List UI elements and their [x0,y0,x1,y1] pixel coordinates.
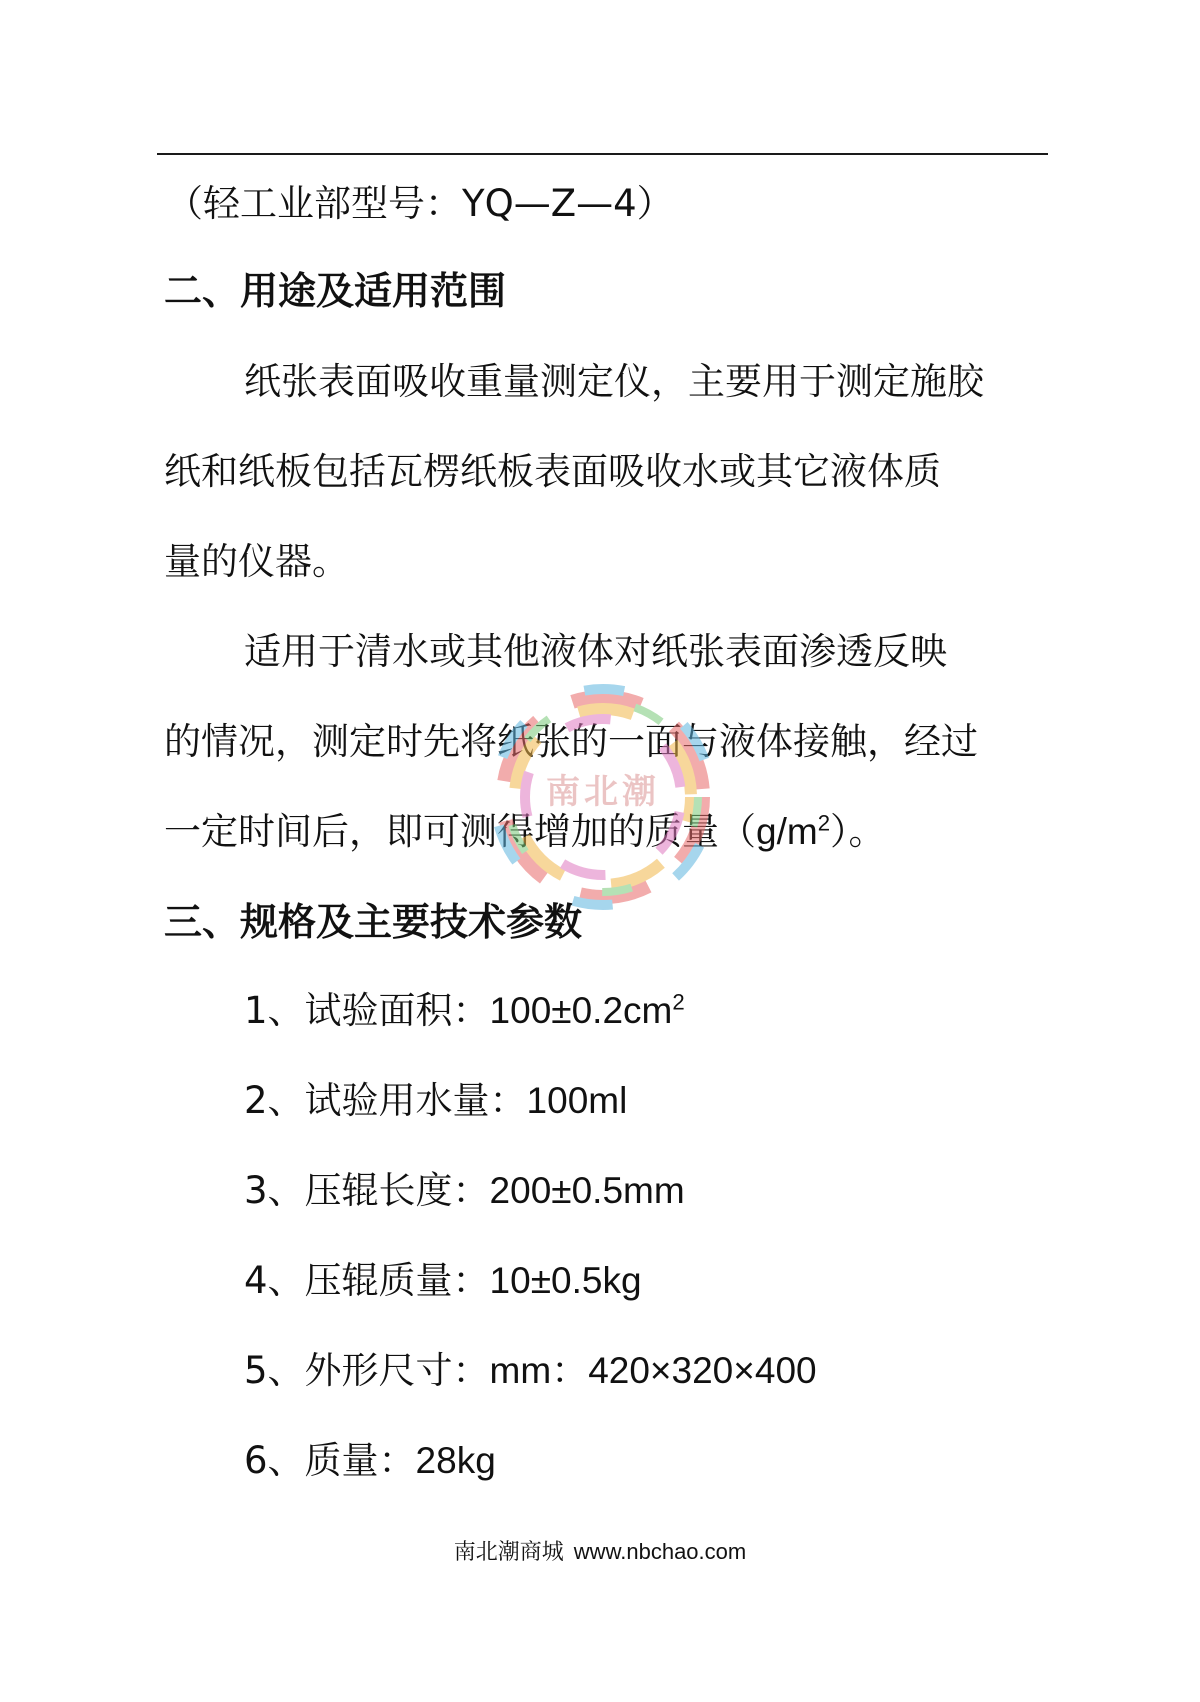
paragraph-line: 纸张表面吸收重量测定仪，主要用于测定施胶 [244,360,984,403]
model-number-line: （轻工业部型号：YQ—Z—4） [166,182,674,225]
spec-item [244,1349,817,1392]
watermark-text: 南北潮 [546,772,660,812]
paragraph-line: 的情况，测定时先将纸张的一面与液体接触，经过 [164,720,978,763]
spec-label: 1、试验面积： [244,989,490,1032]
spec-value: 28kg [415,1440,496,1481]
spec-label: 6、质量： [244,1439,416,1482]
spec-label: 3、压辊长度： [244,1169,490,1212]
unit-superscript: 2 [817,810,831,836]
page-footer [0,1535,1200,1566]
top-rule [157,153,1048,155]
paragraph-line: 适用于清水或其他液体对纸张表面渗透反映 [244,630,947,673]
watermark-logo [478,672,728,922]
spec-item [244,1439,496,1482]
paragraph-line: 纸和纸板包括瓦楞纸板表面吸收水或其它液体质 [164,450,941,493]
spec-label: 4、压辊质量： [244,1259,490,1302]
section-3-heading: 三、规格及主要技术参数 [164,900,583,944]
footer-url[interactable]: www.nbchao.com [573,1539,747,1564]
paragraph-text: 一定时间后，即可测得增加的质量（ [164,810,756,853]
spec-value: 10±0.5kg [489,1260,642,1301]
spec-item [244,1259,642,1302]
spec-value: mm：420×320×400 [489,1350,817,1391]
spec-label: 5、外形尺寸： [244,1349,490,1392]
spec-value: 100ml [526,1080,628,1121]
section-2-heading: 二、用途及适用范围 [164,269,507,313]
paragraph-line: 量的仪器。 [164,540,349,583]
paragraph-text-end: ）。 [830,810,886,853]
paragraph-line-with-unit [164,810,886,853]
spec-item [244,1169,685,1212]
footer-shop-name: 南北潮商城 [453,1540,564,1565]
spec-value: 100±0.2cm [489,990,673,1031]
spec-value-superscript: 2 [672,989,685,1015]
spec-item [244,989,685,1032]
spec-label: 2、试验用水量： [244,1079,527,1122]
unit-text: g/m [756,811,818,852]
spec-item [244,1079,628,1122]
spec-value: 200±0.5mm [489,1170,685,1211]
watermark-ring-icon [478,672,728,922]
